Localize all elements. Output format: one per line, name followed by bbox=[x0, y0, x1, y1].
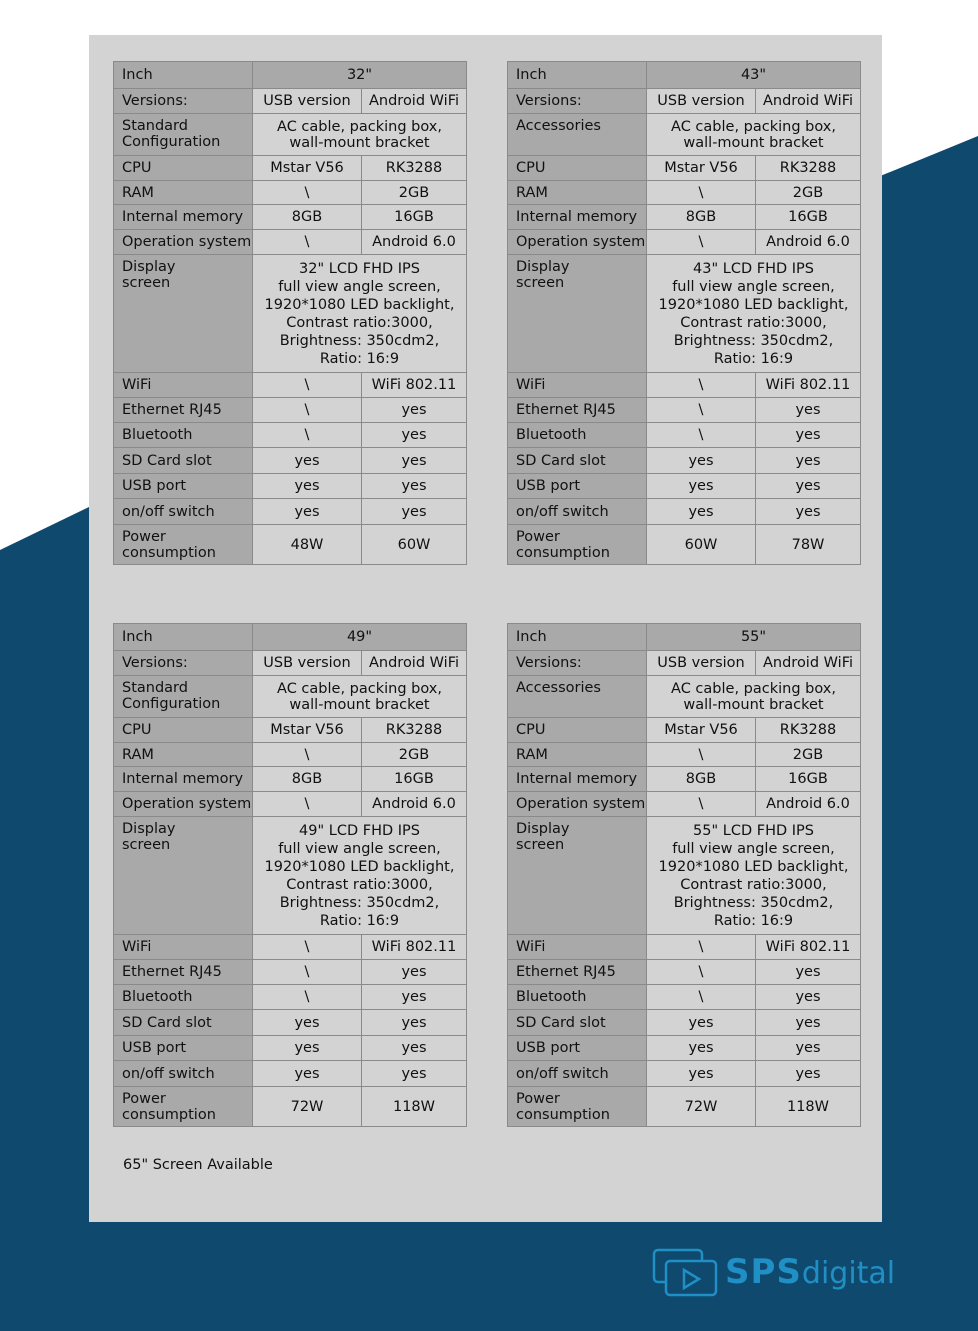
cell-line: full view angle screen, bbox=[278, 840, 441, 857]
row-value-power-1: 60W bbox=[362, 525, 467, 565]
row-label-config_value bbox=[114, 676, 253, 718]
cell-line: wall-mount bracket bbox=[289, 134, 430, 151]
spec-row-sd_card bbox=[114, 448, 467, 474]
spec-table-3 bbox=[507, 623, 861, 1127]
cell-line: AC cable, packing box, bbox=[277, 680, 442, 697]
cell-line: consumption bbox=[122, 1106, 216, 1123]
row-label-usb_port: USB port bbox=[114, 1036, 253, 1061]
row-value-ram-1: 2GB bbox=[756, 743, 861, 767]
spec-row-ethernet bbox=[114, 398, 467, 423]
row-value-bluetooth-0: \ bbox=[253, 985, 362, 1010]
row-value-internal_memory-0: 8GB bbox=[253, 767, 362, 792]
row-label-ethernet: Ethernet RJ45 bbox=[114, 398, 253, 423]
spec-row-onoff bbox=[114, 1061, 467, 1087]
spec-row-ram bbox=[508, 181, 861, 205]
row-value-ethernet-1: yes bbox=[756, 960, 861, 985]
row-value-versions-0: USB version bbox=[647, 651, 756, 676]
cell-line: Contrast ratio:3000, bbox=[286, 314, 433, 331]
row-value-sd_card-0: yes bbox=[253, 1010, 362, 1036]
row-label-ethernet: Ethernet RJ45 bbox=[114, 960, 253, 985]
spec-table-0 bbox=[113, 61, 467, 565]
row-label-config_value bbox=[114, 114, 253, 156]
row-value-display bbox=[647, 817, 861, 935]
row-label-power bbox=[508, 1087, 647, 1127]
spec-row-os bbox=[114, 230, 467, 255]
row-value-wifi-1: WiFi 802.11 bbox=[756, 935, 861, 960]
spec-row-internal_memory bbox=[114, 767, 467, 792]
row-value-versions-0: USB version bbox=[253, 651, 362, 676]
spec-row-versions bbox=[114, 89, 467, 114]
row-value-versions-1: Android WiFi bbox=[362, 89, 467, 114]
cell-line: screen bbox=[122, 837, 171, 853]
row-value-bluetooth-1: yes bbox=[362, 423, 467, 448]
row-value-onoff-0: yes bbox=[647, 1061, 756, 1087]
spec-row-versions bbox=[508, 89, 861, 114]
cell-line: Brightness: 350cdm2, bbox=[673, 894, 834, 911]
row-value-display bbox=[647, 255, 861, 373]
cell-line: Ratio: 16:9 bbox=[319, 912, 400, 929]
spec-row-ram bbox=[114, 181, 467, 205]
row-value-power-0: 72W bbox=[253, 1087, 362, 1127]
row-label-cpu: CPU bbox=[508, 156, 647, 181]
row-label-power bbox=[114, 1087, 253, 1127]
row-value-sd_card-1: yes bbox=[362, 448, 467, 474]
spec-row-bluetooth bbox=[114, 423, 467, 448]
row-label-display bbox=[114, 255, 253, 373]
row-value-internal_memory-1: 16GB bbox=[362, 767, 467, 792]
row-value-usb_port-1: yes bbox=[756, 1036, 861, 1061]
row-label-usb_port: USB port bbox=[508, 474, 647, 499]
row-value-wifi-1: WiFi 802.11 bbox=[756, 373, 861, 398]
row-value-sd_card-0: yes bbox=[647, 448, 756, 474]
inch-label: Inch bbox=[508, 624, 647, 651]
row-value-bluetooth-0: \ bbox=[647, 985, 756, 1010]
row-value-sd_card-1: yes bbox=[756, 1010, 861, 1036]
row-label-wifi: WiFi bbox=[114, 935, 253, 960]
row-label-internal_memory: Internal memory bbox=[114, 205, 253, 230]
row-value-os-1: Android 6.0 bbox=[362, 792, 467, 817]
cell-line: AC cable, packing box, bbox=[671, 118, 836, 135]
row-label-bluetooth: Bluetooth bbox=[114, 423, 253, 448]
size-row bbox=[114, 624, 467, 651]
spec-row-onoff bbox=[508, 499, 861, 525]
row-value-onoff-1: yes bbox=[756, 1061, 861, 1087]
size-row bbox=[508, 62, 861, 89]
row-label-os: Operation system bbox=[508, 792, 647, 817]
cell-line: Accessories bbox=[516, 680, 601, 696]
cell-line: Configuration bbox=[122, 134, 221, 150]
size-value: 43" bbox=[647, 62, 861, 89]
row-value-power-1: 118W bbox=[362, 1087, 467, 1127]
cell-line: Accessories bbox=[516, 118, 601, 134]
row-value-internal_memory-1: 16GB bbox=[756, 767, 861, 792]
spec-row-config_value bbox=[508, 114, 861, 156]
row-value-os-0: \ bbox=[647, 230, 756, 255]
row-value-bluetooth-1: yes bbox=[362, 985, 467, 1010]
row-value-usb_port-1: yes bbox=[362, 1036, 467, 1061]
row-value-sd_card-1: yes bbox=[756, 448, 861, 474]
row-value-cpu-0: Mstar V56 bbox=[647, 718, 756, 743]
spec-table-1 bbox=[507, 61, 861, 565]
spec-row-bluetooth bbox=[508, 985, 861, 1010]
spec-row-ethernet bbox=[114, 960, 467, 985]
spec-row-ram bbox=[508, 743, 861, 767]
row-value-ram-1: 2GB bbox=[362, 743, 467, 767]
spec-row-versions bbox=[114, 651, 467, 676]
row-label-cpu: CPU bbox=[114, 156, 253, 181]
spec-row-internal_memory bbox=[508, 205, 861, 230]
spec-row-config_value bbox=[114, 114, 467, 156]
row-label-ram: RAM bbox=[508, 181, 647, 205]
row-label-display bbox=[508, 817, 647, 935]
cell-line: Brightness: 350cdm2, bbox=[673, 332, 834, 349]
row-value-bluetooth-0: \ bbox=[647, 423, 756, 448]
row-value-display bbox=[253, 255, 467, 373]
row-value-onoff-0: yes bbox=[647, 499, 756, 525]
spec-row-bluetooth bbox=[114, 985, 467, 1010]
row-value-sd_card-0: yes bbox=[647, 1010, 756, 1036]
inch-label: Inch bbox=[114, 624, 253, 651]
size-row bbox=[508, 624, 861, 651]
row-value-wifi-1: WiFi 802.11 bbox=[362, 935, 467, 960]
cell-line: Display bbox=[122, 259, 176, 275]
cell-line: Display bbox=[516, 821, 570, 837]
row-value-power-1: 78W bbox=[756, 525, 861, 565]
cell-line: Brightness: 350cdm2, bbox=[279, 894, 440, 911]
logo-wordmark bbox=[725, 1252, 895, 1294]
cell-line: full view angle screen, bbox=[278, 278, 441, 295]
spec-row-ram bbox=[114, 743, 467, 767]
cell-line: 1920*1080 LED backlight, bbox=[658, 858, 849, 875]
row-value-ethernet-1: yes bbox=[756, 398, 861, 423]
row-value-config_value bbox=[647, 676, 861, 718]
row-label-wifi: WiFi bbox=[114, 373, 253, 398]
row-value-bluetooth-0: \ bbox=[253, 423, 362, 448]
row-label-sd_card: SD Card slot bbox=[508, 448, 647, 474]
spec-row-onoff bbox=[508, 1061, 861, 1087]
row-value-wifi-1: WiFi 802.11 bbox=[362, 373, 467, 398]
row-label-versions: Versions: bbox=[114, 651, 253, 676]
spec-row-config_value bbox=[508, 676, 861, 718]
row-value-versions-0: USB version bbox=[647, 89, 756, 114]
spec-row-cpu bbox=[114, 718, 467, 743]
row-label-cpu: CPU bbox=[508, 718, 647, 743]
row-label-versions: Versions: bbox=[114, 89, 253, 114]
row-label-onoff: on/off switch bbox=[508, 499, 647, 525]
spec-row-onoff bbox=[114, 499, 467, 525]
row-value-cpu-0: Mstar V56 bbox=[253, 156, 362, 181]
row-value-onoff-0: yes bbox=[253, 1061, 362, 1087]
spec-row-wifi bbox=[114, 373, 467, 398]
row-value-onoff-1: yes bbox=[756, 499, 861, 525]
cell-line: consumption bbox=[122, 544, 216, 561]
row-value-config_value bbox=[253, 114, 467, 156]
row-value-ethernet-0: \ bbox=[253, 960, 362, 985]
row-value-ram-0: \ bbox=[253, 181, 362, 205]
row-value-cpu-1: RK3288 bbox=[756, 718, 861, 743]
row-label-os: Operation system bbox=[114, 230, 253, 255]
spec-row-display bbox=[508, 817, 861, 935]
cell-line: 55" LCD FHD IPS bbox=[693, 822, 814, 839]
spec-row-display bbox=[114, 255, 467, 373]
row-label-ram: RAM bbox=[114, 181, 253, 205]
spec-row-usb_port bbox=[508, 474, 861, 499]
spec-row-wifi bbox=[508, 373, 861, 398]
row-label-bluetooth: Bluetooth bbox=[508, 985, 647, 1010]
spec-row-os bbox=[114, 792, 467, 817]
row-value-config_value bbox=[647, 114, 861, 156]
spec-row-sd_card bbox=[114, 1010, 467, 1036]
row-value-versions-1: Android WiFi bbox=[756, 651, 861, 676]
spec-row-bluetooth bbox=[508, 423, 861, 448]
spec-row-sd_card bbox=[508, 1010, 861, 1036]
row-label-cpu: CPU bbox=[114, 718, 253, 743]
row-value-usb_port-0: yes bbox=[647, 1036, 756, 1061]
row-value-usb_port-0: yes bbox=[647, 474, 756, 499]
row-label-internal_memory: Internal memory bbox=[114, 767, 253, 792]
spec-row-usb_port bbox=[114, 1036, 467, 1061]
row-value-os-1: Android 6.0 bbox=[756, 792, 861, 817]
cell-line: wall-mount bracket bbox=[683, 134, 824, 151]
cell-line: Configuration bbox=[122, 696, 221, 712]
cell-line: Brightness: 350cdm2, bbox=[279, 332, 440, 349]
spec-row-wifi bbox=[508, 935, 861, 960]
row-value-display bbox=[253, 817, 467, 935]
row-label-ethernet: Ethernet RJ45 bbox=[508, 398, 647, 423]
cell-line: 1920*1080 LED backlight, bbox=[264, 296, 455, 313]
row-label-os: Operation system bbox=[508, 230, 647, 255]
row-value-config_value bbox=[253, 676, 467, 718]
row-value-cpu-1: RK3288 bbox=[756, 156, 861, 181]
cell-line: AC cable, packing box, bbox=[671, 680, 836, 697]
row-label-display bbox=[508, 255, 647, 373]
row-label-ethernet: Ethernet RJ45 bbox=[508, 960, 647, 985]
spec-row-display bbox=[114, 817, 467, 935]
sps-digital-logo bbox=[651, 1244, 931, 1300]
row-value-power-0: 72W bbox=[647, 1087, 756, 1127]
cell-line: consumption bbox=[516, 1106, 610, 1123]
row-label-wifi: WiFi bbox=[508, 935, 647, 960]
spec-row-versions bbox=[508, 651, 861, 676]
row-value-bluetooth-1: yes bbox=[756, 423, 861, 448]
cell-line: Power bbox=[122, 528, 166, 545]
inch-label: Inch bbox=[114, 62, 253, 89]
cell-line: Contrast ratio:3000, bbox=[286, 876, 433, 893]
spec-table-2 bbox=[113, 623, 467, 1127]
row-value-internal_memory-0: 8GB bbox=[253, 205, 362, 230]
spec-row-internal_memory bbox=[114, 205, 467, 230]
row-label-power bbox=[508, 525, 647, 565]
cell-line: Display bbox=[516, 259, 570, 275]
cell-line: Ratio: 16:9 bbox=[713, 350, 794, 367]
row-value-wifi-0: \ bbox=[253, 373, 362, 398]
size-row bbox=[114, 62, 467, 89]
spec-row-internal_memory bbox=[508, 767, 861, 792]
row-value-ram-0: \ bbox=[647, 743, 756, 767]
row-value-usb_port-0: yes bbox=[253, 1036, 362, 1061]
row-label-usb_port: USB port bbox=[114, 474, 253, 499]
cell-line: full view angle screen, bbox=[672, 840, 835, 857]
cell-line: screen bbox=[516, 275, 565, 291]
cell-line: Power bbox=[122, 1090, 166, 1107]
row-value-internal_memory-1: 16GB bbox=[362, 205, 467, 230]
row-value-cpu-1: RK3288 bbox=[362, 718, 467, 743]
row-value-power-0: 48W bbox=[253, 525, 362, 565]
row-value-onoff-0: yes bbox=[253, 499, 362, 525]
row-value-usb_port-1: yes bbox=[362, 474, 467, 499]
row-value-ram-0: \ bbox=[253, 743, 362, 767]
spec-row-power bbox=[114, 1087, 467, 1127]
row-value-ethernet-1: yes bbox=[362, 398, 467, 423]
spec-row-os bbox=[508, 230, 861, 255]
row-value-wifi-0: \ bbox=[647, 935, 756, 960]
spec-row-sd_card bbox=[508, 448, 861, 474]
cell-line: Standard bbox=[122, 118, 188, 134]
row-value-ethernet-0: \ bbox=[647, 960, 756, 985]
row-value-usb_port-0: yes bbox=[253, 474, 362, 499]
row-value-versions-1: Android WiFi bbox=[756, 89, 861, 114]
inch-label: Inch bbox=[508, 62, 647, 89]
row-value-sd_card-0: yes bbox=[253, 448, 362, 474]
row-label-bluetooth: Bluetooth bbox=[114, 985, 253, 1010]
row-value-versions-1: Android WiFi bbox=[362, 651, 467, 676]
row-value-internal_memory-0: 8GB bbox=[647, 205, 756, 230]
spec-row-cpu bbox=[114, 156, 467, 181]
cell-line: screen bbox=[122, 275, 171, 291]
row-value-versions-0: USB version bbox=[253, 89, 362, 114]
cell-line: Power bbox=[516, 1090, 560, 1107]
row-value-sd_card-1: yes bbox=[362, 1010, 467, 1036]
cell-line: consumption bbox=[516, 544, 610, 561]
row-value-power-1: 118W bbox=[756, 1087, 861, 1127]
cell-line: Ratio: 16:9 bbox=[713, 912, 794, 929]
cell-line: screen bbox=[516, 837, 565, 853]
row-label-config_value bbox=[508, 114, 647, 156]
row-label-sd_card: SD Card slot bbox=[114, 448, 253, 474]
logo-digital-text: digital bbox=[801, 1256, 896, 1291]
cell-line: AC cable, packing box, bbox=[277, 118, 442, 135]
row-value-bluetooth-1: yes bbox=[756, 985, 861, 1010]
spec-row-config_value bbox=[114, 676, 467, 718]
row-label-config_value bbox=[508, 676, 647, 718]
row-value-os-0: \ bbox=[253, 792, 362, 817]
row-label-versions: Versions: bbox=[508, 89, 647, 114]
cell-line: 32" LCD FHD IPS bbox=[299, 260, 420, 277]
row-value-onoff-1: yes bbox=[362, 499, 467, 525]
row-value-usb_port-1: yes bbox=[756, 474, 861, 499]
cell-line: Standard bbox=[122, 680, 188, 696]
row-label-onoff: on/off switch bbox=[114, 499, 253, 525]
row-label-internal_memory: Internal memory bbox=[508, 205, 647, 230]
spec-row-wifi bbox=[114, 935, 467, 960]
row-value-internal_memory-0: 8GB bbox=[647, 767, 756, 792]
row-label-internal_memory: Internal memory bbox=[508, 767, 647, 792]
spec-row-power bbox=[508, 525, 861, 565]
row-value-wifi-0: \ bbox=[647, 373, 756, 398]
row-label-bluetooth: Bluetooth bbox=[508, 423, 647, 448]
row-value-ethernet-1: yes bbox=[362, 960, 467, 985]
row-label-display bbox=[114, 817, 253, 935]
row-label-onoff: on/off switch bbox=[114, 1061, 253, 1087]
cell-line: 49" LCD FHD IPS bbox=[299, 822, 420, 839]
row-label-wifi: WiFi bbox=[508, 373, 647, 398]
row-value-ethernet-0: \ bbox=[253, 398, 362, 423]
row-value-power-0: 60W bbox=[647, 525, 756, 565]
spec-row-display bbox=[508, 255, 861, 373]
cell-line: 1920*1080 LED backlight, bbox=[264, 858, 455, 875]
cell-line: 43" LCD FHD IPS bbox=[693, 260, 814, 277]
cell-line: Contrast ratio:3000, bbox=[680, 876, 827, 893]
row-label-power bbox=[114, 525, 253, 565]
footnote-65-inch: 65" Screen Available bbox=[123, 1157, 273, 1173]
cell-line: Contrast ratio:3000, bbox=[680, 314, 827, 331]
cell-line: wall-mount bracket bbox=[683, 696, 824, 713]
spec-row-cpu bbox=[508, 156, 861, 181]
row-label-onoff: on/off switch bbox=[508, 1061, 647, 1087]
cell-line: wall-mount bracket bbox=[289, 696, 430, 713]
tv-play-icon bbox=[651, 1244, 723, 1300]
spec-row-ethernet bbox=[508, 398, 861, 423]
cell-line: 1920*1080 LED backlight, bbox=[658, 296, 849, 313]
row-label-versions: Versions: bbox=[508, 651, 647, 676]
row-value-onoff-1: yes bbox=[362, 1061, 467, 1087]
cell-line: Ratio: 16:9 bbox=[319, 350, 400, 367]
row-value-internal_memory-1: 16GB bbox=[756, 205, 861, 230]
row-value-cpu-0: Mstar V56 bbox=[647, 156, 756, 181]
size-value: 49" bbox=[253, 624, 467, 651]
cell-line: Power bbox=[516, 528, 560, 545]
cell-line: Display bbox=[122, 821, 176, 837]
row-label-usb_port: USB port bbox=[508, 1036, 647, 1061]
size-value: 32" bbox=[253, 62, 467, 89]
spec-row-ethernet bbox=[508, 960, 861, 985]
logo-sps-text: SPS bbox=[725, 1252, 802, 1292]
spec-row-usb_port bbox=[508, 1036, 861, 1061]
row-value-ram-1: 2GB bbox=[756, 181, 861, 205]
spec-row-power bbox=[508, 1087, 861, 1127]
spec-row-power bbox=[114, 525, 467, 565]
row-value-os-0: \ bbox=[647, 792, 756, 817]
row-label-ram: RAM bbox=[508, 743, 647, 767]
row-value-os-1: Android 6.0 bbox=[362, 230, 467, 255]
spec-row-usb_port bbox=[114, 474, 467, 499]
size-value: 55" bbox=[647, 624, 861, 651]
row-value-ram-0: \ bbox=[647, 181, 756, 205]
row-label-sd_card: SD Card slot bbox=[114, 1010, 253, 1036]
spec-row-cpu bbox=[508, 718, 861, 743]
row-label-os: Operation system bbox=[114, 792, 253, 817]
row-value-cpu-0: Mstar V56 bbox=[253, 718, 362, 743]
row-value-ethernet-0: \ bbox=[647, 398, 756, 423]
row-value-os-0: \ bbox=[253, 230, 362, 255]
row-value-os-1: Android 6.0 bbox=[756, 230, 861, 255]
row-value-cpu-1: RK3288 bbox=[362, 156, 467, 181]
spec-row-os bbox=[508, 792, 861, 817]
row-label-sd_card: SD Card slot bbox=[508, 1010, 647, 1036]
row-label-ram: RAM bbox=[114, 743, 253, 767]
cell-line: full view angle screen, bbox=[672, 278, 835, 295]
row-value-wifi-0: \ bbox=[253, 935, 362, 960]
row-value-ram-1: 2GB bbox=[362, 181, 467, 205]
